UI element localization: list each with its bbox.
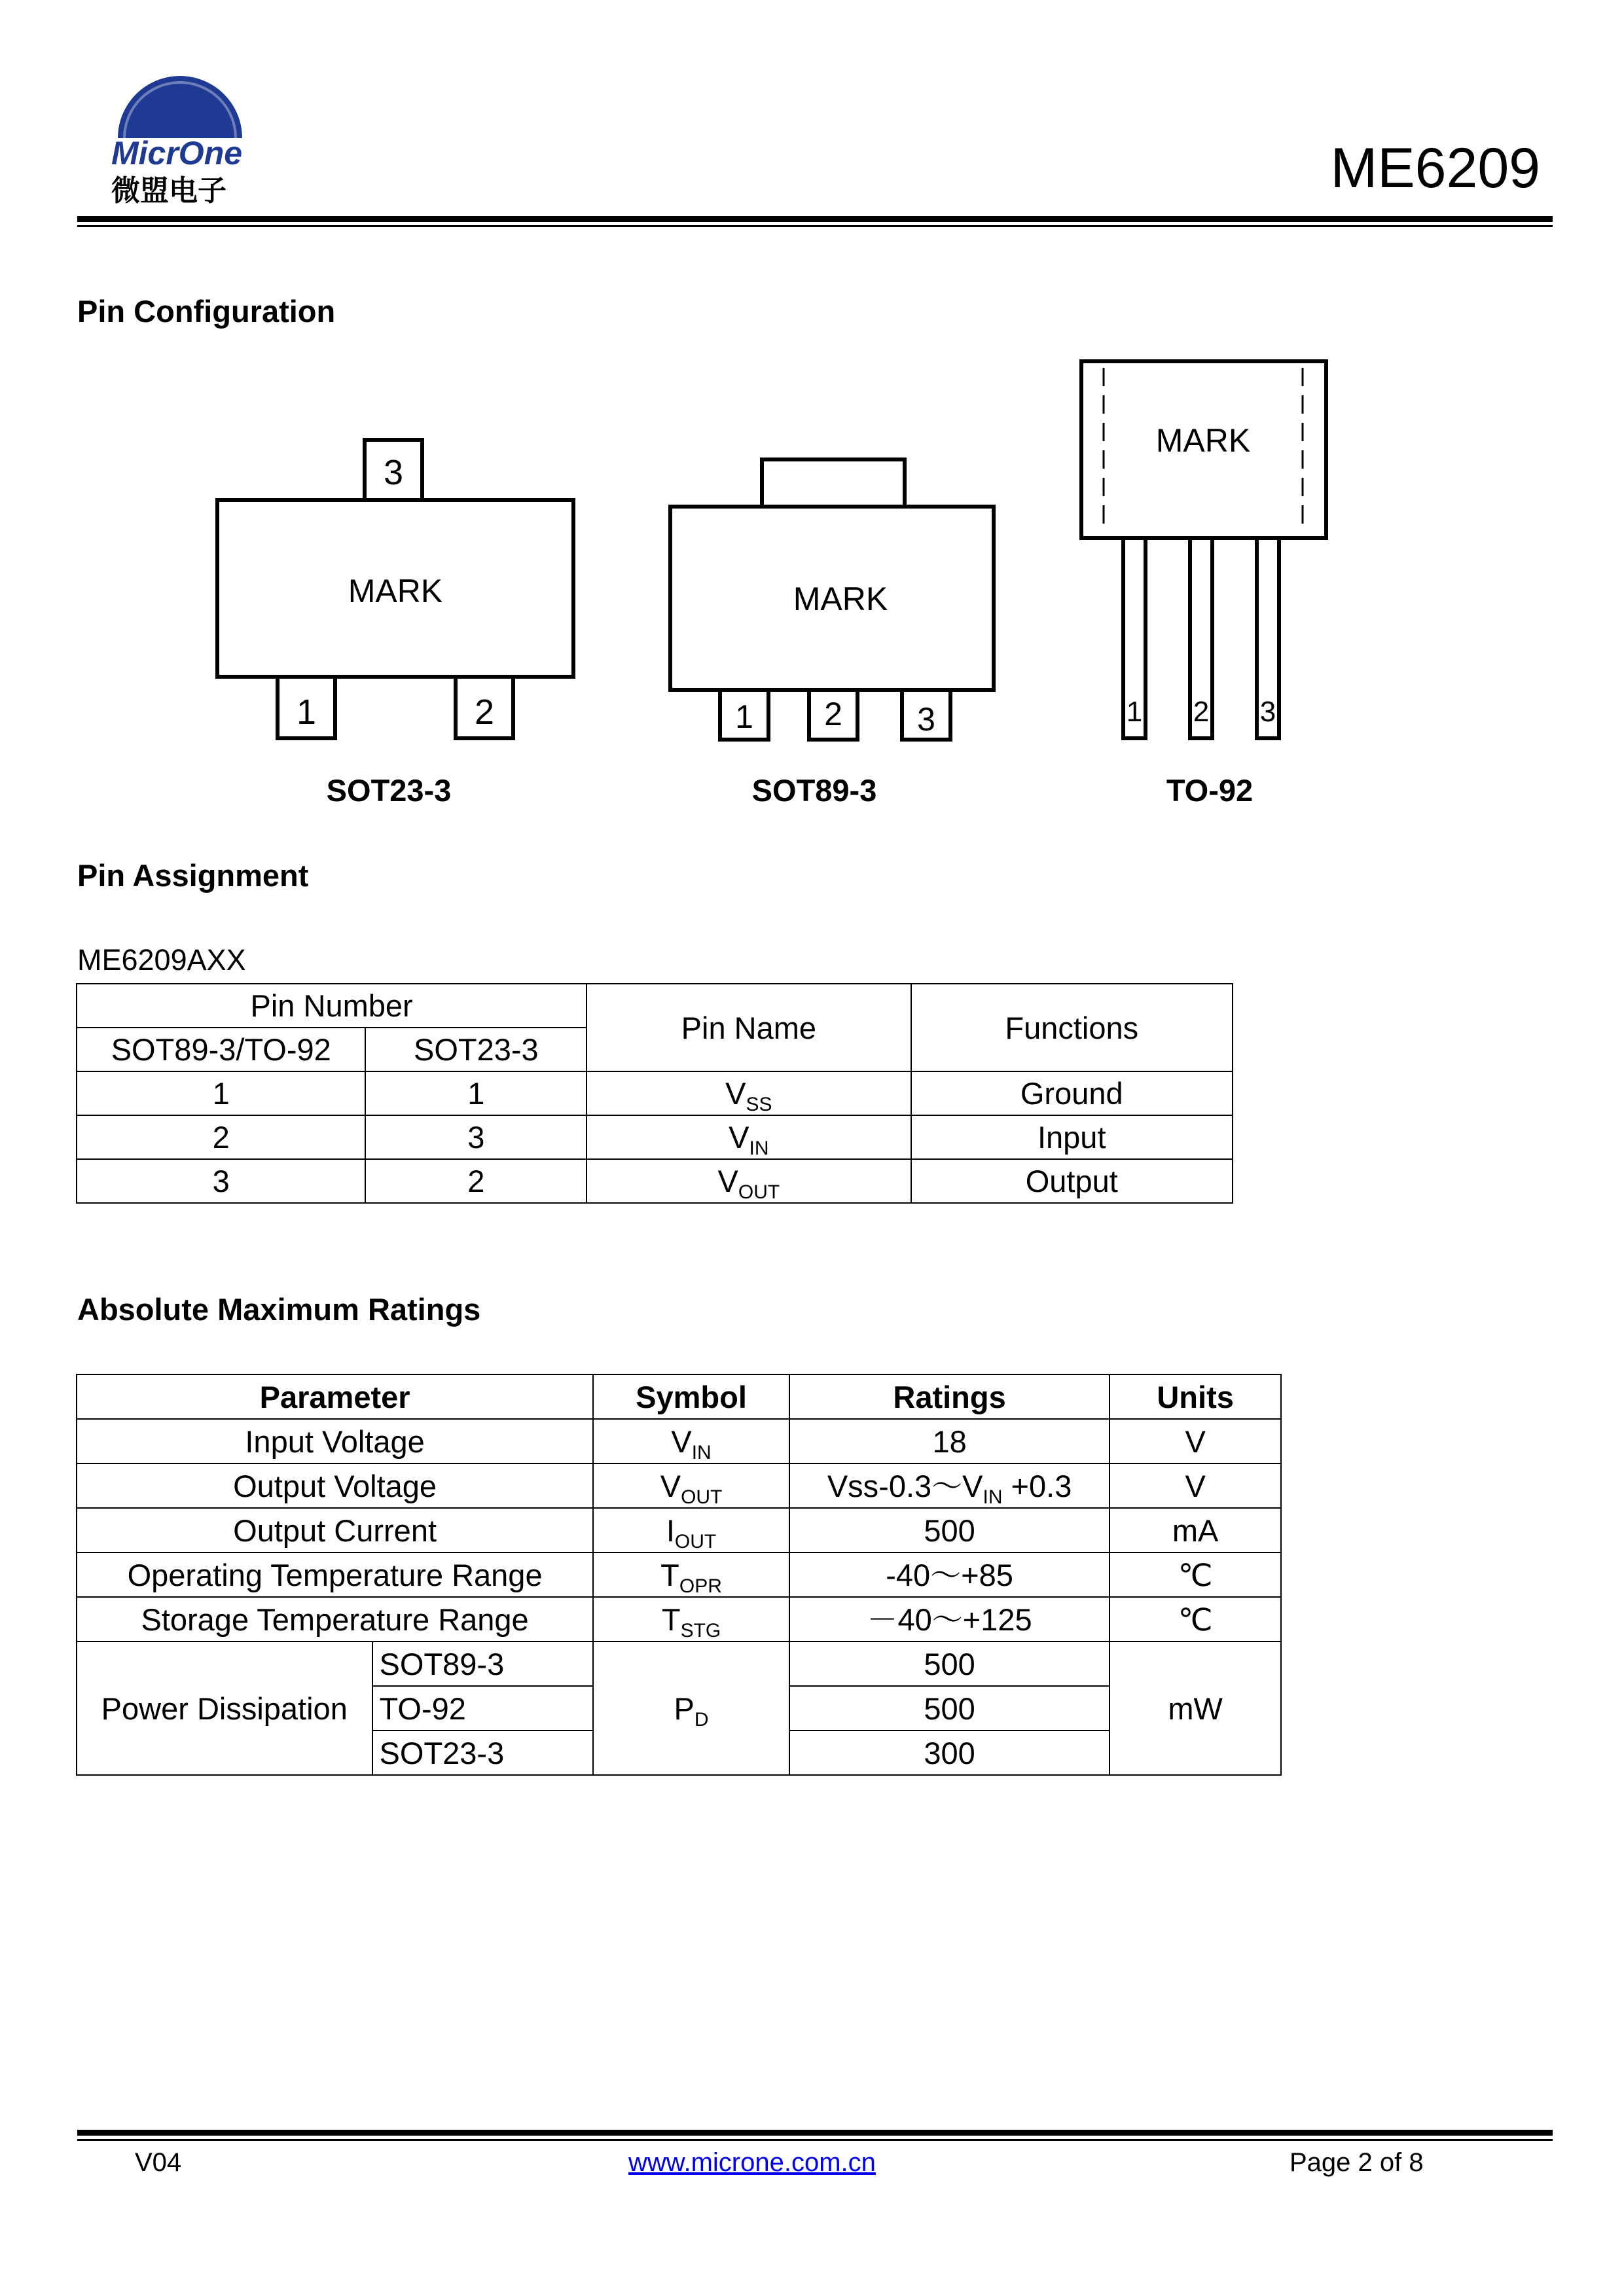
- table-row: [77, 1115, 1233, 1159]
- table-row: [77, 1597, 1281, 1641]
- cell-package: SOT23-3: [372, 1731, 594, 1775]
- header-pin-number: Pin Number: [77, 984, 586, 1028]
- table-row: [77, 1071, 1233, 1115]
- table-row: [77, 1508, 1281, 1552]
- symbol-main: V: [671, 1424, 692, 1459]
- pin-name-main: V: [729, 1120, 749, 1155]
- symbol-main: P: [674, 1691, 695, 1726]
- sot23-mark: MARK: [348, 573, 443, 609]
- pin-name-sub: OUT: [738, 1181, 780, 1203]
- pin-assignment-table: [76, 983, 1233, 1204]
- cell-symbol: [593, 1463, 789, 1508]
- sot89-mark: MARK: [793, 581, 888, 617]
- cell-rating: 300: [789, 1731, 1110, 1775]
- cell-symbol: [593, 1597, 789, 1641]
- table-header-row: [77, 1374, 1281, 1419]
- pin-configuration-heading: Pin Configuration: [77, 294, 336, 329]
- footer-website-link[interactable]: www.microne.com.cn: [628, 2148, 876, 2177]
- footer-version: V04: [135, 2148, 182, 2177]
- header-ratings: Ratings: [789, 1374, 1110, 1419]
- cell-symbol: [593, 1552, 789, 1597]
- footer-page-number: Page 2 of 8: [1290, 2148, 1424, 2177]
- cell-parameter: Operating Temperature Range: [77, 1552, 593, 1597]
- symbol-sub: OUT: [674, 1530, 717, 1552]
- pin-name-main: V: [725, 1076, 746, 1111]
- cell-pin-name: [586, 1115, 911, 1159]
- cell-function: Input: [911, 1115, 1233, 1159]
- to92-pin-2: 2: [1193, 696, 1210, 728]
- header-parameter: Parameter: [77, 1374, 593, 1419]
- sot23-pin-1: 1: [296, 692, 317, 732]
- symbol-main: I: [666, 1513, 675, 1548]
- cell-sot23-pin: 1: [365, 1071, 586, 1115]
- table-header-row: [77, 984, 1233, 1028]
- cell-parameter: Output Voltage: [77, 1463, 593, 1508]
- symbol-sub: D: [694, 1708, 709, 1731]
- cell-sot89-pin: 1: [77, 1071, 365, 1115]
- header-functions: Functions: [911, 984, 1233, 1071]
- sot23-pin-2: 2: [474, 692, 495, 732]
- to-92-diagram: [1074, 353, 1335, 746]
- symbol-sub: STG: [680, 1619, 721, 1641]
- variant-label: ME6209AXX: [77, 943, 246, 977]
- pin-assignment-heading: Pin Assignment: [77, 858, 309, 893]
- footer-rule: [77, 2130, 1553, 2136]
- cell-parameter: Storage Temperature Range: [77, 1597, 593, 1641]
- cell-rating: 500: [789, 1641, 1110, 1686]
- rating-value: -40～+85: [886, 1557, 1013, 1592]
- to-92-label: TO-92: [1166, 773, 1254, 808]
- symbol-sub: OPR: [679, 1575, 722, 1597]
- cell-unit: ℃: [1110, 1597, 1281, 1641]
- sot23-3-diagram: [209, 432, 589, 746]
- symbol-main: T: [661, 1602, 681, 1637]
- cell-function: Ground: [911, 1071, 1233, 1115]
- cell-package: SOT89-3: [372, 1641, 594, 1686]
- to92-mark: MARK: [1155, 422, 1251, 459]
- sot89-pin-2: 2: [824, 696, 842, 732]
- cell-parameter: Output Current: [77, 1508, 593, 1552]
- cell-package: TO-92: [372, 1686, 594, 1731]
- cell-rating: [789, 1552, 1110, 1597]
- microne-logo: [105, 76, 262, 207]
- cell-symbol: [593, 1641, 789, 1775]
- cell-unit: ℃: [1110, 1552, 1281, 1597]
- rating-sub: IN: [983, 1486, 1003, 1508]
- rating-value: 18: [932, 1424, 967, 1459]
- cell-pin-name: [586, 1159, 911, 1203]
- cell-symbol: [593, 1508, 789, 1552]
- header-sot23: SOT23-3: [365, 1028, 586, 1071]
- cell-power-dissipation: Power Dissipation: [77, 1641, 372, 1775]
- cell-sot89-pin: 3: [77, 1159, 365, 1203]
- cell-rating: [789, 1597, 1110, 1641]
- rating-value: Vss-0.3～V: [827, 1468, 983, 1503]
- cell-rating: 500: [789, 1686, 1110, 1731]
- cell-rating: [789, 1419, 1110, 1463]
- cell-rating: [789, 1463, 1110, 1508]
- to92-pin-1: 1: [1126, 696, 1143, 728]
- table-row: [77, 1641, 1281, 1686]
- logo-text: MicrOne: [111, 135, 243, 171]
- header-rule-thin: [77, 225, 1553, 227]
- cell-unit: mW: [1110, 1641, 1281, 1775]
- symbol-main: T: [660, 1557, 679, 1592]
- rating-value: －40～+125: [867, 1602, 1032, 1637]
- cell-parameter: Input Voltage: [77, 1419, 593, 1463]
- symbol-main: V: [660, 1468, 681, 1503]
- symbol-sub: OUT: [681, 1486, 723, 1508]
- pin-name-sub: SS: [746, 1094, 772, 1115]
- sot23-3-label: SOT23-3: [326, 773, 452, 808]
- header-symbol: Symbol: [593, 1374, 789, 1419]
- cell-sot23-pin: 3: [365, 1115, 586, 1159]
- pin-name-sub: IN: [749, 1138, 769, 1159]
- sot89-pin-1: 1: [735, 698, 753, 735]
- header-units: Units: [1110, 1374, 1281, 1419]
- absolute-max-ratings-table: [76, 1374, 1282, 1776]
- header-pin-name: Pin Name: [586, 984, 911, 1071]
- sot89-3-label: SOT89-3: [751, 773, 877, 808]
- table-row: [77, 1552, 1281, 1597]
- table-row: [77, 1463, 1281, 1508]
- rating-suffix: +0.3: [1002, 1468, 1072, 1503]
- footer-rule-thin: [77, 2139, 1553, 2141]
- to92-pin-3: 3: [1259, 696, 1276, 728]
- table-row: [77, 1159, 1233, 1203]
- symbol-sub: IN: [691, 1441, 712, 1463]
- sot23-pin-3: 3: [383, 453, 404, 492]
- cell-sot23-pin: 2: [365, 1159, 586, 1203]
- cell-unit: mA: [1110, 1508, 1281, 1552]
- sot89-3-diagram: [661, 452, 1008, 746]
- header-sot89-to92: SOT89-3/TO-92: [77, 1028, 365, 1071]
- document-title: ME6209: [1330, 137, 1540, 200]
- sot89-pin-3: 3: [917, 701, 935, 738]
- table-row: [77, 1419, 1281, 1463]
- pin-name-main: V: [717, 1164, 738, 1198]
- logo-cn-text: 微盟电子: [111, 174, 226, 207]
- cell-sot89-pin: 2: [77, 1115, 365, 1159]
- header-rule: [77, 216, 1553, 222]
- cell-unit: V: [1110, 1463, 1281, 1508]
- rating-value: 500: [924, 1513, 975, 1548]
- cell-unit: V: [1110, 1419, 1281, 1463]
- cell-pin-name: [586, 1071, 911, 1115]
- cell-symbol: [593, 1419, 789, 1463]
- absolute-max-ratings-heading: Absolute Maximum Ratings: [77, 1292, 481, 1327]
- cell-rating: [789, 1508, 1110, 1552]
- cell-function: Output: [911, 1159, 1233, 1203]
